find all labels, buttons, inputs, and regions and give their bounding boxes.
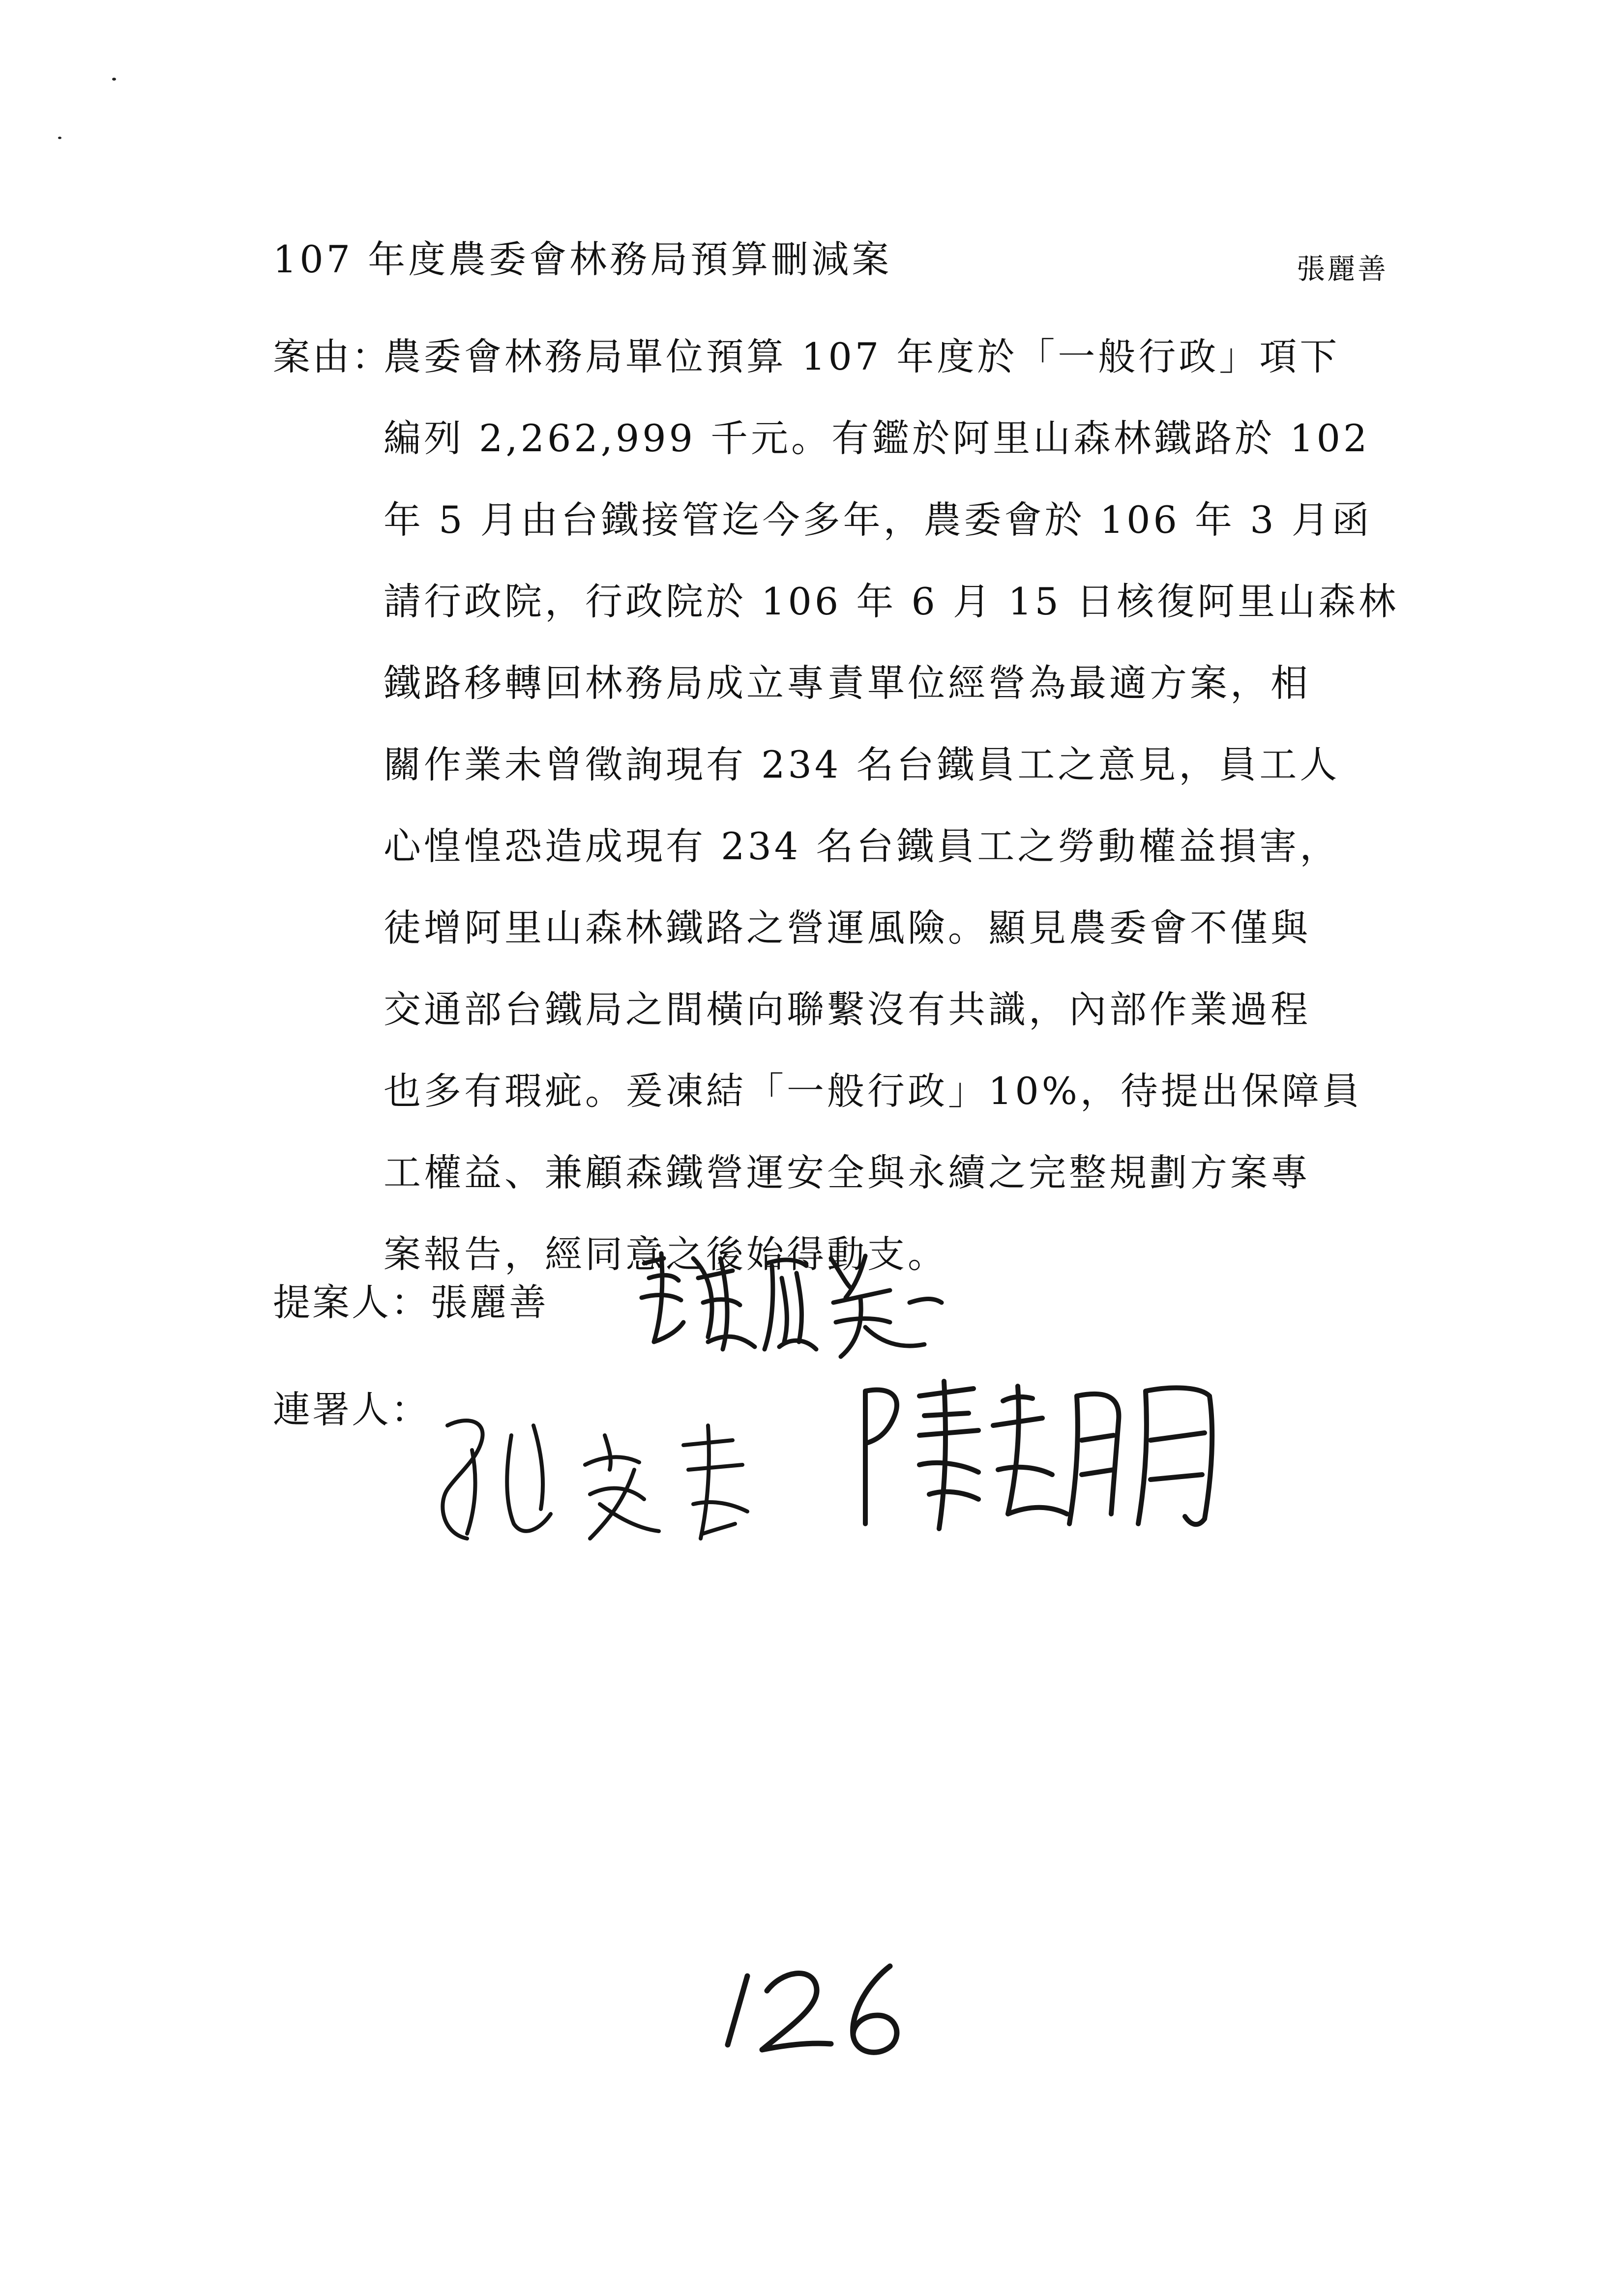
cosigner-label: 連署人： [273, 1388, 430, 1431]
reason-line: 農委會林務局單位預算 107 年度於「一般行政」項下 [384, 335, 1340, 378]
reason-line: 年 5 月由台鐵接管迄今多年，農委會於 106 年 3 月函 [384, 498, 1372, 542]
reason-line: 也多有瑕疵。爰凍結「一般行政」10%，待提出保障員 [384, 1069, 1362, 1113]
scan-speck [58, 137, 61, 139]
reason-line: 徒增阿里山森林鐵路之營運風險。顯見農委會不僅與 [384, 906, 1311, 950]
reason-line: 交通部台鐵局之間橫向聯繫沒有共識，內部作業過程 [384, 988, 1311, 1031]
scan-speck [112, 78, 116, 81]
reason-line: 關作業未曾徵詢現有 234 名台鐵員工之意見，員工人 [384, 743, 1340, 786]
reason-line: 鐵路移轉回林務局成立專責單位經營為最適方案，相 [384, 661, 1311, 705]
proposer-signature [634, 1244, 949, 1362]
reason-line: 心惶惶恐造成現有 234 名台鐵員工之勞動權益損害， [384, 824, 1340, 868]
reason-label: 案由： [273, 335, 391, 378]
reason-body [384, 335, 1399, 1317]
reason-line: 工權益、兼顧森鐵營運安全與永續之完整規劃方案專 [384, 1151, 1311, 1194]
document-title: 107 年度農委會林務局預算刪減案 [273, 237, 892, 281]
reason-line: 編列 2,262,999 千元。有鑑於阿里山森林鐵路於 102 [384, 416, 1370, 460]
cosigner-signature [428, 1406, 762, 1553]
reason-line: 請行政院，行政院於 106 年 6 月 15 日核復阿里山森林 [384, 580, 1399, 623]
cosigner-signature [846, 1366, 1229, 1543]
author-tag: 張麗善 [1296, 252, 1388, 286]
reason-line: 案報告，經同意之後始得動支。 [384, 1232, 948, 1276]
handwritten-page-number [713, 1956, 919, 2064]
proposer-label: 提案人：張麗善 [273, 1280, 548, 1324]
